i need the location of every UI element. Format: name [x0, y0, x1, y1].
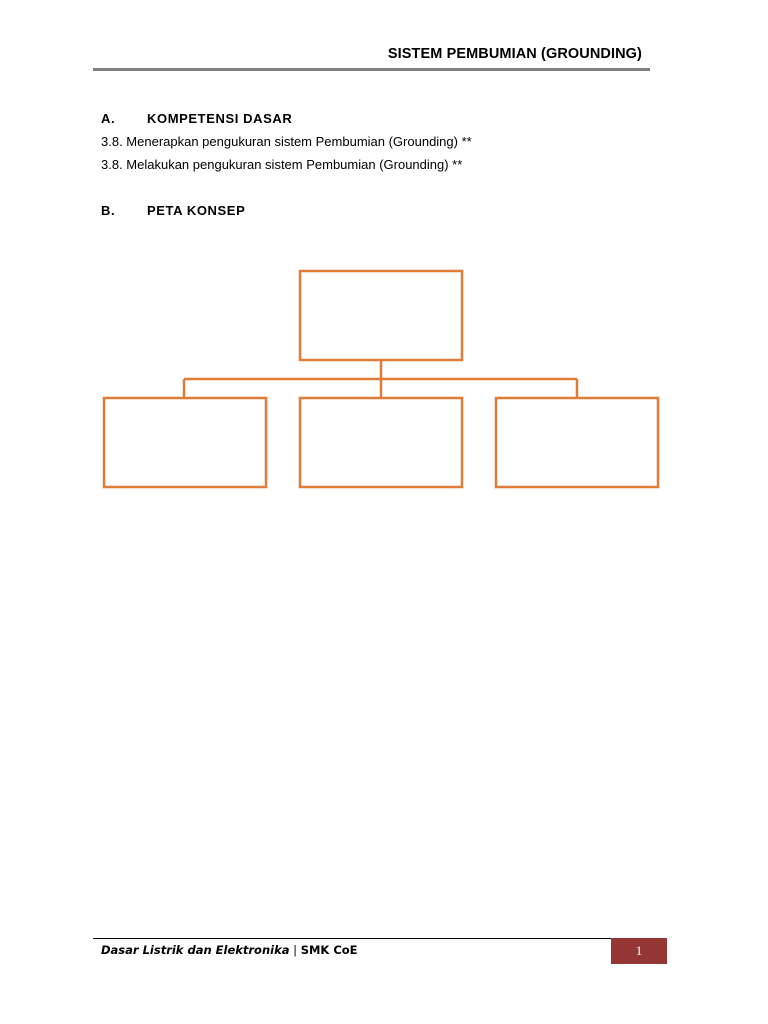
footer-separator: |	[289, 943, 301, 957]
concept-map-root-box	[300, 271, 462, 360]
footer-caption	[101, 943, 358, 957]
page-title: SISTEM PEMBUMIAN (GROUNDING)	[387, 46, 642, 62]
concept-map-child-box-1	[104, 398, 266, 487]
competency-line-1: 3.8. Menerapkan pengukuran sistem Pembumian (Grounding) **	[101, 134, 472, 149]
section-b-title: PETA KONSEP	[147, 203, 246, 218]
section-b-letter: B.	[101, 203, 116, 218]
footer-subject: Dasar Listrik dan Elektronika	[101, 943, 290, 957]
concept-map-child-box-3	[496, 398, 658, 487]
concept-map-child-box-2	[300, 398, 462, 487]
section-a-letter: A.	[101, 111, 116, 126]
competency-line-2: 3.8. Melakukan pengukuran sistem Pembumian (Grounding) **	[101, 157, 463, 172]
footer-school: SMK CoE	[300, 943, 358, 957]
section-a-title: KOMPETENSI DASAR	[147, 111, 293, 126]
footer-divider	[93, 938, 611, 939]
page-number-badge: 1	[611, 938, 667, 964]
